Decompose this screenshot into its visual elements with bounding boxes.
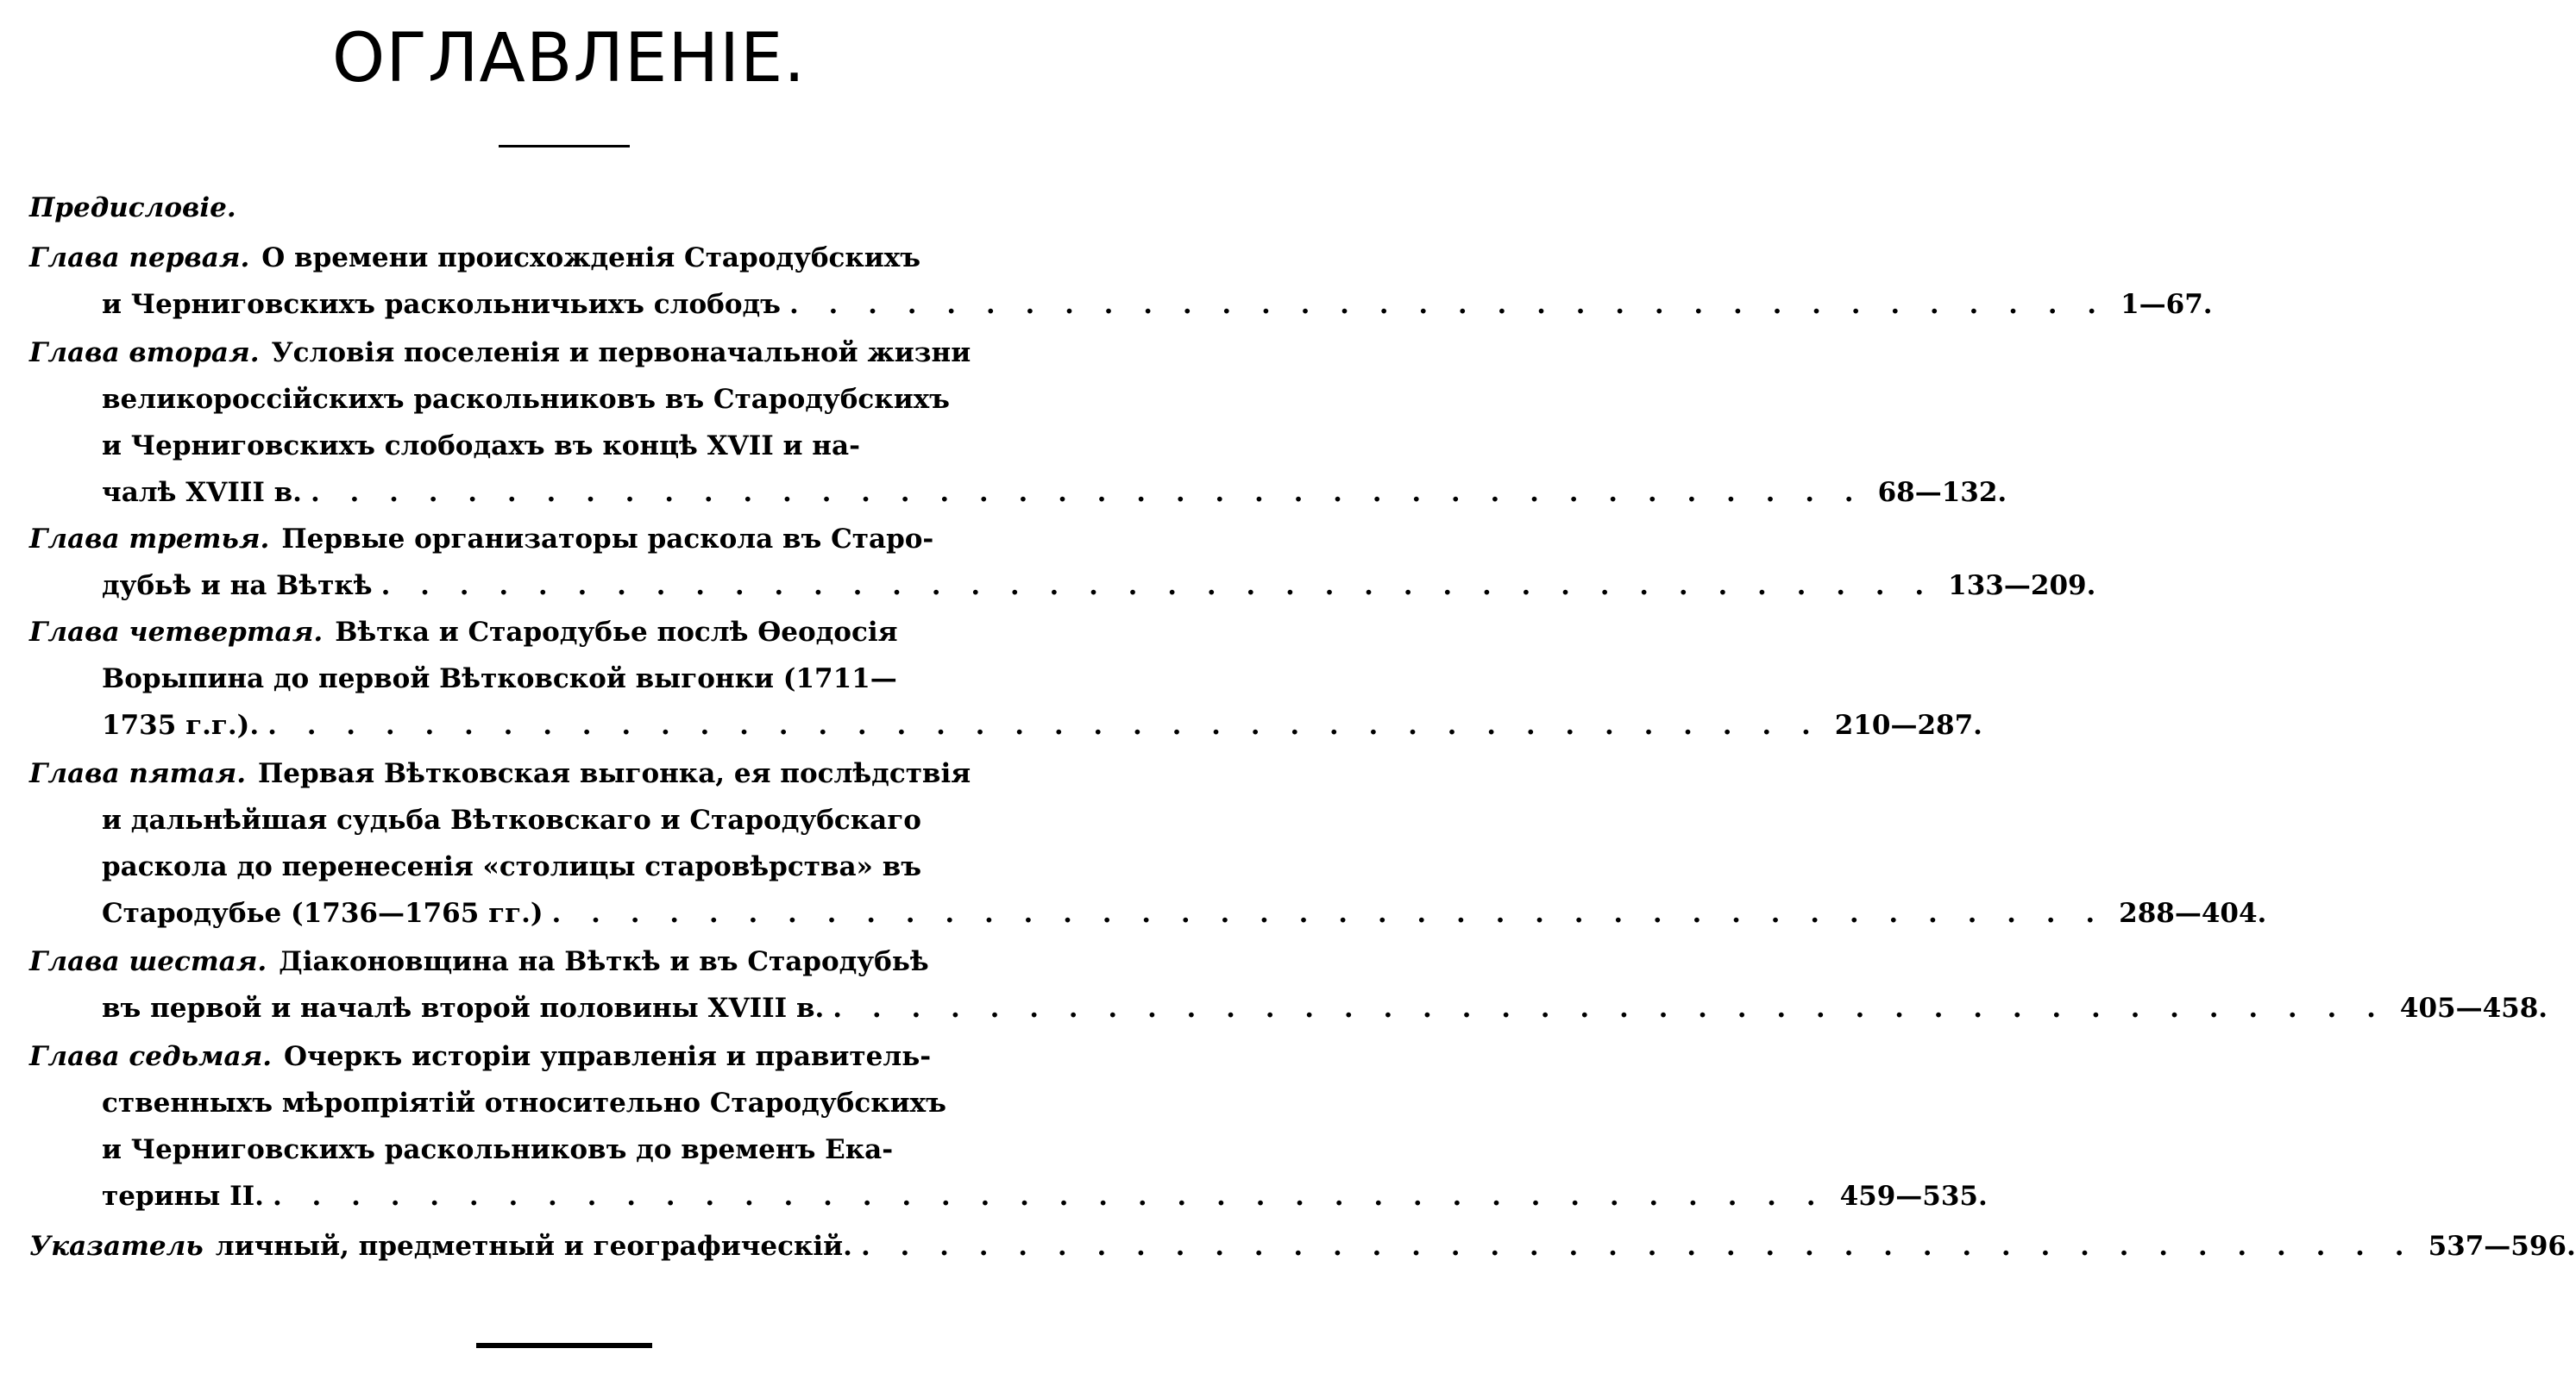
leader-dots: . . . . . . . . . . . . . . . . . . . . . . . . . . . . . . . . . . . . . . . . xyxy=(832,993,2386,1024)
entry-lead: Указатель xyxy=(29,1231,204,1262)
entry-text-line: раскола до перенесенія «столицы старовѣрства» въ xyxy=(102,851,922,882)
toc-entry-index xyxy=(29,1223,2576,1270)
page-range: 459—535. xyxy=(1839,1181,1988,1212)
entry-text-line: Условія поселенія и первоначальной жизни xyxy=(271,337,971,368)
page-range: 537—596. xyxy=(2428,1231,2576,1262)
page-title: ОГЛАВЛЕНІЕ. xyxy=(331,20,807,97)
entry-text-line: Первая Вѣтковская выгонка, ея послѣдствія xyxy=(257,758,971,789)
page-range: 1—67. xyxy=(2120,289,2213,320)
page-range: 133—209. xyxy=(1948,570,2096,601)
toc-entry-chapter-6 xyxy=(29,938,927,985)
page-range: 210—287. xyxy=(1834,710,1982,741)
toc-entry-line xyxy=(102,797,930,844)
entry-lead: Глава пятая. xyxy=(29,758,246,789)
entry-lead: Глава шестая. xyxy=(29,946,267,977)
leader-dots: . . . . . . . . . . . . . . . . . . . . . . . . . . . . . . . . . . . . . . . . xyxy=(267,710,1821,741)
entry-text-line: Стародубье (1736—1765 гг.) xyxy=(102,898,543,929)
entry-text-line: Вѣтка и Стародубье послѣ Ѳеодосія xyxy=(335,617,898,648)
toc-entry-chapter-7-last xyxy=(102,1173,1988,1220)
toc-entry-chapter-1-last xyxy=(102,281,2213,328)
toc-entry-chapter-1 xyxy=(29,235,927,281)
entry-text-line: Діаконовщина на Вѣткѣ и въ Стародубьѣ xyxy=(279,946,929,977)
toc-entry-chapter-4-last xyxy=(102,702,1982,749)
toc-entry-chapter-5 xyxy=(29,750,971,797)
leader-dots: . . . . . . . . . . . . . . . . . . . . . . . . . . . . . . . . . . . . . . . . xyxy=(380,570,1935,601)
entry-lead: Глава первая. xyxy=(29,242,250,273)
toc-entry-chapter-5-last xyxy=(102,890,2267,937)
entry-text-line: чалѣ XVIII в. xyxy=(102,477,302,508)
leader-dots: . . . . . . . . . . . . . . . . . . . . . . . . . . . . . . . . . . xyxy=(789,289,2108,320)
entry-text-line: терины II. xyxy=(102,1181,264,1212)
entry-text-line: и Черниговскихъ раскольничьихъ слободъ xyxy=(102,289,781,320)
toc-entry-chapter-3-last xyxy=(102,562,2096,609)
entry-lead: Глава вторая. xyxy=(29,337,260,368)
page-range: 68—132. xyxy=(1877,477,2007,508)
toc-entry-line xyxy=(102,844,930,890)
entry-text-line: дубьѣ и на Вѣткѣ xyxy=(102,570,373,601)
leader-dots: . . . . . . . . . . . . . . . . . . . . . . . . . . . . . . . . . . . . . . . . xyxy=(272,1181,1826,1212)
entry-lead: Глава четвертая. xyxy=(29,617,324,648)
entry-text-line: и дальнѣйшая судьба Вѣтковскаго и Стародубскаго xyxy=(102,805,921,836)
leader-dots: . . . . . . . . . . . . . . . . . . . . . . . . . . . . . . . . . . . . . . . . xyxy=(860,1231,2415,1262)
entry-text-line: ственныхъ мѣропріятій относительно Стародубскихъ xyxy=(102,1088,946,1119)
entry-text-line: О времени происхожденія Стародубскихъ xyxy=(261,242,921,273)
entry-text-line: Ворыпина до первой Вѣтковской выгонки (1711— xyxy=(102,663,897,694)
leader-dots: . . . . . . . . . . . . . . . . . . . . . . . . . . . . . . . . . . . . . . . . xyxy=(551,898,2106,929)
toc-entry-line xyxy=(102,376,950,423)
entry-text-line: 1735 г.г.). xyxy=(102,710,260,741)
entry-text-line: Первые организаторы раскола въ Старо- xyxy=(281,524,934,555)
toc-entry-line xyxy=(102,1080,946,1126)
entry-lead: Глава третья. xyxy=(29,524,270,555)
title-rule xyxy=(499,145,630,147)
toc-entry-chapter-4 xyxy=(29,609,927,656)
toc-entry-preface xyxy=(29,185,1099,231)
toc-entry-chapter-7 xyxy=(29,1033,932,1080)
toc-entry-chapter-3 xyxy=(29,516,934,562)
toc-entry-chapter-2-last xyxy=(102,469,2007,516)
toc-entry-chapter-6-last xyxy=(102,985,2548,1032)
entry-text-line: личный, предметный и географическій. xyxy=(215,1231,852,1262)
toc-entry-line xyxy=(102,423,930,469)
entry-text-line: великороссійскихъ раскольниковъ въ Стародубскихъ xyxy=(102,384,950,415)
leader-dots: . . . . . . . . . . . . . . . . . . . . . . . . . . . . . . . . . . . . . . . . xyxy=(310,477,1864,508)
entry-text-line: Очеркъ исторіи управленія и правитель- xyxy=(284,1041,932,1072)
toc-entry-line xyxy=(102,1126,930,1173)
bottom-rule xyxy=(476,1343,652,1348)
entry-text-line: и Черниговскихъ слободахъ въ концѣ XVII и на- xyxy=(102,430,860,461)
entry-lead: Глава седьмая. xyxy=(29,1041,273,1072)
entry-text-line: и Черниговскихъ раскольниковъ до временъ Ека- xyxy=(102,1134,894,1165)
toc-entry-chapter-2 xyxy=(29,329,971,376)
toc-entry-line xyxy=(102,656,930,702)
entry-lead: Предисловіе. xyxy=(29,192,236,223)
page-range: 405—458. xyxy=(2399,993,2548,1024)
page-range: 288—404. xyxy=(2119,898,2267,929)
entry-text-line: въ первой и началѣ второй половины XVIII в. xyxy=(102,993,825,1024)
